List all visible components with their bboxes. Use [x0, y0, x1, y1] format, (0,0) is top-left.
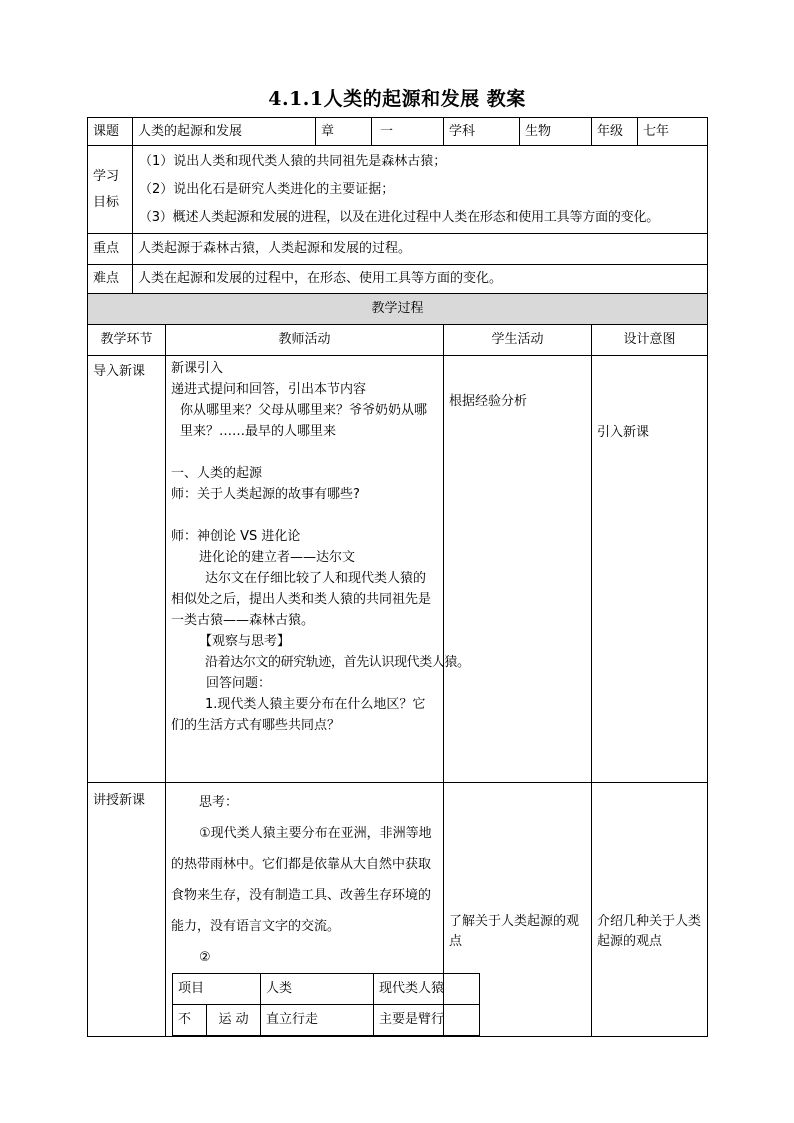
goals-label-line1: 学习: [93, 168, 120, 184]
key-point-row: [88, 234, 708, 265]
student-activity-intro: 根据经验分析: [444, 356, 592, 783]
column-header-student: 学生活动: [444, 325, 592, 356]
comparison-cell-subcategory: 运 动: [207, 1005, 261, 1036]
comparison-cell-human: 直立行走: [261, 1005, 374, 1036]
lesson-plan-table: [87, 117, 708, 1037]
stage-intro: 导入新课: [88, 356, 166, 783]
table-row-intro: [88, 356, 708, 783]
teacher-line: 【观察与思考】: [199, 634, 291, 649]
intent-intro: 引入新课: [592, 356, 708, 783]
teacher-line: 沿着达尔文的研究轨迹，首先认识现代类人猿。: [205, 655, 470, 670]
teacher-line: 一、人类的起源: [171, 466, 263, 481]
teacher-line: 1.现代类人猿主要分布在什么地区？它们的生活方式有哪些共同点？: [171, 697, 426, 733]
teacher-line: 新课引入: [171, 361, 224, 376]
topic-label: 课题: [88, 118, 133, 146]
teacher-line: 回答问题：: [206, 676, 272, 691]
comparison-cell-ape: 主要是臂行: [374, 1005, 480, 1036]
comparison-table: [172, 973, 480, 1036]
grade-label: 年级: [592, 118, 638, 146]
process-title: 教学过程: [88, 294, 708, 325]
header-row: [88, 118, 708, 146]
teacher-line: 思考：: [199, 795, 239, 810]
teacher-line: 达尔文在仔细比较了人和现代类人猿的相似处之后，提出人类和类人猿的共同祖先是一类古猿——森林古猿。: [171, 571, 432, 628]
difficult-point-label: 难点: [88, 265, 133, 294]
comparison-header-item: 项目: [173, 974, 261, 1005]
teacher-line: ①现代类人猿主要分布在亚洲，非洲等地的热带雨林中。它们都是依靠从大自然中获取食物来生存，没有制造工具、改善生存环境的能力，没有语言文字的交流。: [171, 826, 432, 934]
chapter-value: 一: [372, 118, 444, 146]
goal-item: （1）说出人类和现代类人猿的共同祖先是森林古猿；: [139, 153, 447, 169]
stage-lecture: 讲授新课: [88, 783, 166, 1037]
teacher-line: 递进式提问和回答，引出本节内容: [171, 382, 367, 397]
teacher-activity-intro: [166, 356, 470, 783]
subject-label: 学科: [444, 118, 520, 146]
goals-content: [133, 146, 708, 234]
teacher-line: 你从哪里来？父母从哪里来？爷爷奶奶从哪里来？……最早的人哪里来: [180, 403, 428, 439]
grade-value: 七年: [638, 118, 708, 146]
difficult-point-value: 人类在起源和发展的过程中，在形态、使用工具等方面的变化。: [133, 265, 708, 294]
column-header-stage: 教学环节: [88, 325, 166, 356]
goals-label-line2: 目标: [93, 194, 120, 210]
key-point-label: 重点: [88, 234, 133, 265]
teacher-line: 师：关于人类起源的故事有哪些?: [171, 487, 360, 502]
comparison-header-human: 人类: [261, 974, 374, 1005]
comparison-header-ape: 现代类人猿: [374, 974, 480, 1005]
subject-value: 生物: [520, 118, 592, 146]
teacher-line: 师：神创论 VS 进化论: [171, 529, 301, 544]
topic-value: 人类的起源和发展: [133, 118, 316, 146]
goal-item: （3）概述人类起源和发展的进程，以及在进化过程中人类在形态和使用工具等方面的变化。: [139, 209, 660, 225]
column-header-intent: 设计意图: [592, 325, 708, 356]
goals-row: [88, 146, 708, 234]
comparison-cell-category: 不: [173, 1005, 207, 1036]
process-title-row: [88, 294, 708, 325]
column-header-teacher: 教师活动: [166, 325, 444, 356]
key-point-value: 人类起源于森林古猿，人类起源和发展的过程。: [133, 234, 708, 265]
goal-item: （2）说出化石是研究人类进化的主要证据；: [139, 181, 395, 197]
table-row-lecture: [88, 783, 708, 1037]
intent-lecture: 介绍几种关于人类起源的观点: [592, 783, 708, 1037]
difficult-point-row: [88, 265, 708, 294]
goals-label: [88, 146, 133, 234]
teacher-line: 进化论的建立者——达尔文: [199, 550, 356, 565]
page-title: 4.1.1人类的起源和发展 教案: [268, 88, 526, 110]
teacher-activity-lecture: [166, 783, 444, 1037]
student-activity-lecture: 了解关于人类起源的观点: [444, 783, 592, 1037]
teacher-line: ②: [199, 950, 211, 965]
chapter-label: 章: [316, 118, 372, 146]
column-header-row: [88, 325, 708, 356]
